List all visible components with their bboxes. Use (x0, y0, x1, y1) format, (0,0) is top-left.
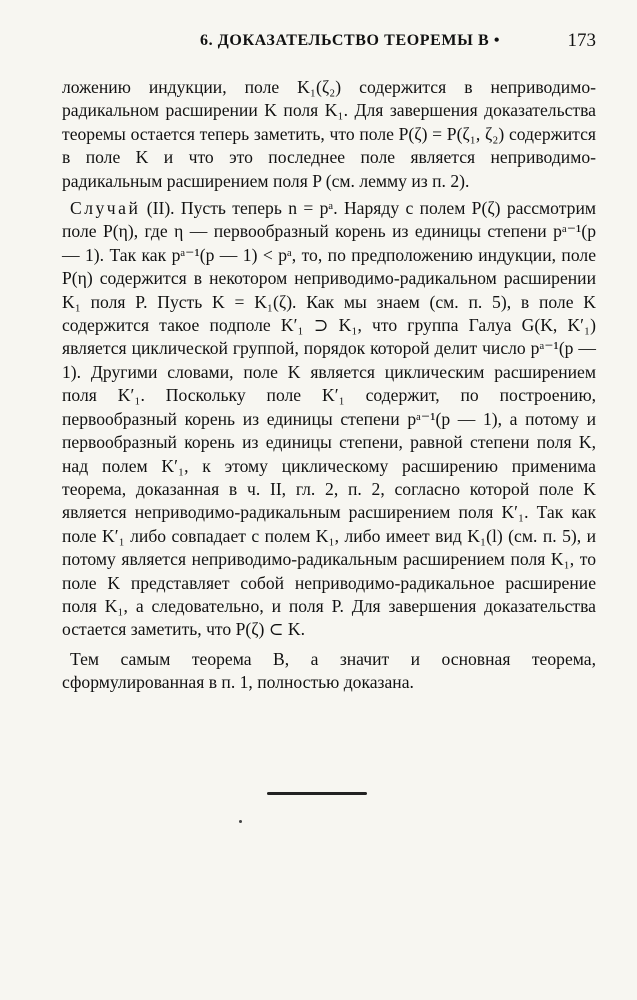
paragraph-case-two (62, 197, 596, 642)
print-speck (239, 820, 242, 823)
paragraph-continuation: ложению индукции, поле K₁(ζ₂) содержится в неприводимо-радикальном расширении K поля K₁. Для завершения доказательства теоремы остается теперь заметить, что поле P(ζ) = P(ζ₁, ζ₂) содержится в поле K и что это последнее поле является неприводимо-радикальным расширением поля P (см. лемму из п. 2). (62, 77, 596, 191)
case-two-text: (II). Пусть теперь n = pᵃ. Наряду с полем P(ζ) рассмотрим поле P(η), где η — первообразный корень из единицы степени pᵃ⁻¹(p — 1). Так как pᵃ⁻¹(p — 1) < pᵃ, то, по предположению индукции, поле P(η) содержится в некотором неприводимо-радикальном расширении K₁ поля P. Пусть K = K₁(ζ). Как мы знаем (см. п. 5), в поле K содержится такое подполе K′₁ ⊃ K₁, что группа Галуа G(K, K′₁) является циклической группой, порядок которой делит число pᵃ⁻¹(p — 1). Другими словами, поле K является циклическим расширением поля K′₁. Поскольку поле K′₁ содержит, по построению, первообразный корень из единицы степени pᵃ⁻¹(p — 1), а потому и первообразный корень из единицы степени, равной степени поля K, над полем K′₁, к этому циклическому расширению применима теорема, доказанная в ч. II, гл. 2, п. 2, согласно которой поле K является неприводимо-радикальным расширением поля K′₁. Так как поле K′₁ либо совпадает с полем K₁, либо имеет вид K₁(l) (см. п. 5), и потому является неприводимо-радикальным расширением поля K₁, то поле K представляет собой неприводимо-радикальное расширение поля K₁, а следовательно, и поля P. Для завершения доказательства остается заметить, что P(ζ) ⊂ K. (62, 198, 596, 640)
end-of-section-rule (267, 792, 367, 795)
page-header (68, 30, 596, 56)
page-body (62, 76, 596, 695)
page-number: 173 (567, 30, 596, 51)
case-label: Случай (70, 198, 141, 219)
running-title: 6. ДОКАЗАТЕЛЬСТВО ТЕОРЕМЫ В • (200, 32, 501, 49)
paragraph-conclusion: Тем самым теорема В, а значит и основная теорема, сформулированная в п. 1, полностью доказана. (62, 648, 596, 693)
